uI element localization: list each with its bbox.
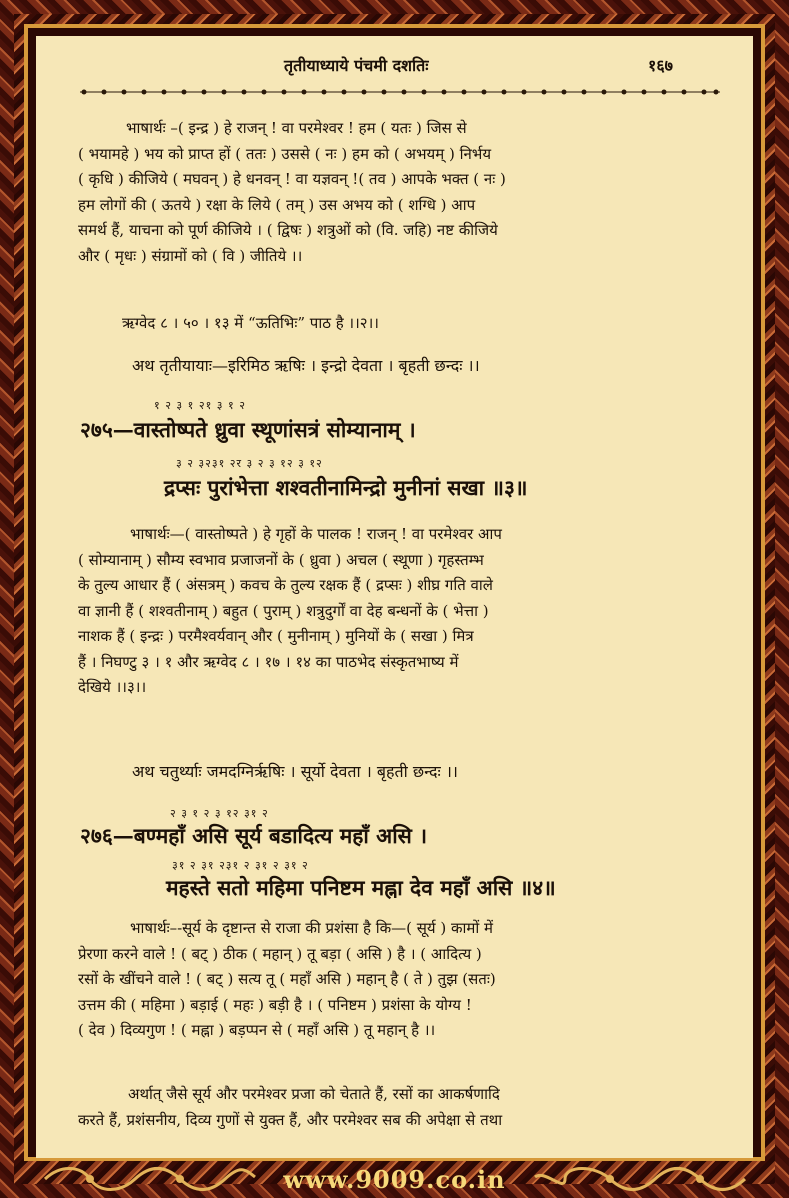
verse-275-line-1: २७५—वास्तोष्पते ध्रुवा स्थूणांसत्रं सोम्यानाम् ।: [80, 417, 416, 442]
text-line: नाशक हैं ( इन्द्रः ) परमैश्वर्यवान् और ( मुनीनाम् ) मुनियों के ( सखा ) मित्र: [78, 627, 474, 645]
text-line: हम लोगों की ( ऊतये ) रक्षा के लिये ( तम् ) उस अभय को ( शग्धि ) आप: [78, 195, 476, 214]
accent-marks: ३ २ ३२३१ २र ३ २ ३ १२ ३ १२: [176, 457, 323, 470]
section-intro-3: अथ तृतीयायाः—इरिमिठ ऋषिः । इन्द्रो देवता । बृहती छन्दः ।।: [132, 356, 480, 375]
paragraph-bhashartha-2: [78, 522, 718, 701]
text-line: भाषार्थः–-सूर्य के दृष्टान्त से राजा की प्रशंसा है कि—( सूर्य ) कामों में: [130, 919, 494, 937]
ornamental-divider: [80, 86, 720, 98]
text-line: उत्तम की ( महिमा ) बड़ाई ( महः ) बड़ी है । ( पनिष्टम ) प्रशंसा के योग्य !: [78, 995, 472, 1014]
text-line: वा ज्ञानी हैं ( शश्वतीनाम् ) बहुत ( पुराम् ) शत्रुदुर्गों वा देह बन्धनों के ( भेत्ता ): [78, 601, 489, 620]
paragraph-bhashartha-1: [78, 116, 718, 269]
verse-275-line-2: द्रप्सः पुरांभेत्ता शश्वतीनामिन्द्रो मुनीनां सखा ॥३॥: [164, 475, 528, 500]
text-line: रसों के खींचने वाले ! ( बट् ) सत्य तू ( महाँ असि ) महान् है ( ते ) तुझ (सतः): [78, 970, 496, 988]
text-line: समर्थ हैं, याचना को पूर्ण कीजिये । ( द्विषः ) शत्रुओं को (वि. जहि) नष्ट कीजिये: [78, 221, 498, 239]
text-line: करते हैं, प्रशंसनीय, दिव्य गुणों से युक्त हैं, और परमेश्वर सब की अपेक्षा से तथा: [78, 1110, 503, 1129]
text-line: ( कृधि ) कीजिये ( मघवन् ) हे धनवन् ! वा यज्ञवन् !( तव ) आपके भक्त ( नः ): [78, 170, 506, 188]
accent-marks: १ २ ३ १ २१ ३ १ २: [154, 399, 246, 412]
paragraph-bhashartha-3: [78, 916, 718, 1044]
accent-marks: ३१ २ ३१ २३१ २ ३१ २ ३१ २: [172, 859, 309, 872]
text-line: भाषार्थः—( वास्तोष्पते ) हे गृहों के पालक ! राजन् ! वा परमेश्वर आप: [130, 525, 502, 543]
chapter-title: तृतीयाध्याये पंचमी दशतिः: [284, 56, 429, 75]
text-line: के तुल्य आधार हैं ( अंसत्रम् ) कवच के तुल्य रक्षक हैं ( द्रप्सः ) शीघ्र गति वाले: [78, 576, 493, 594]
page-number: १६७: [648, 56, 673, 75]
accent-marks: २ ३ १ २ ३ १२ ३१ २: [170, 807, 269, 820]
text-line: देखिये ।।३।।: [78, 678, 147, 696]
text-line: और ( मृधः ) संग्रामों को ( वि ) जीतिये ।।: [78, 246, 303, 265]
verse-276-line-1: २७६—बण्महाँ असि सूर्य बडादित्य महाँ असि ।: [80, 823, 428, 848]
text-line: प्रेरणा करने वाले ! ( बट् ) ठीक ( महान् ) तू बड़ा ( असि ) है । ( आदित्य ): [78, 944, 482, 963]
text-line: हैं । निघण्टु ३ । १ और ऋग्वेद ८ । १७ । १४ का पाठभेद संस्कृतभाष्य में: [78, 652, 459, 671]
text-line: ( सोम्यानाम् ) सौम्य स्वभाव प्रजाजनों के ( ध्रुवा ) अचल ( स्थूणा ) गृहस्तम्भ: [78, 550, 484, 569]
text-line: अर्थात् जैसे सूर्य और परमेश्वर प्रजा को चेताते हैं, रसों का आकर्षणादि: [128, 1085, 500, 1103]
verse-276-line-2: महस्ते सतो महिमा पनिष्टम मह्ना देव महाँ असि ॥४॥: [166, 875, 556, 900]
text-line: भाषार्थः –( इन्द्र ) हे राजन् ! वा परमेश्वर ! हम ( यतः ) जिस से: [126, 119, 467, 137]
section-intro-4: अथ चतुर्थ्याः जमदग्निर्ऋषिः । सूर्यो देवता । बृहती छन्दः ।।: [132, 762, 458, 781]
paragraph-arthat: [78, 1082, 718, 1133]
page-header: [36, 54, 753, 80]
reference-note-1: ऋग्वेद ८ । ५० । १३ में “ऊतिभिः” पाठ है ।।२।।: [122, 314, 379, 332]
text-line: ( देव ) दिव्यगुण ! ( मह्ना ) बड़प्पन से ( महाँ असि ) तू महान् है ।।: [78, 1021, 436, 1039]
website-watermark: www.9009.co.in: [283, 1165, 506, 1194]
text-line: ( भयामहे ) भय को प्राप्त हों ( ततः ) उससे ( नः ) हम को ( अभयम् ) निर्भय: [78, 144, 492, 163]
book-page: [36, 36, 753, 1158]
